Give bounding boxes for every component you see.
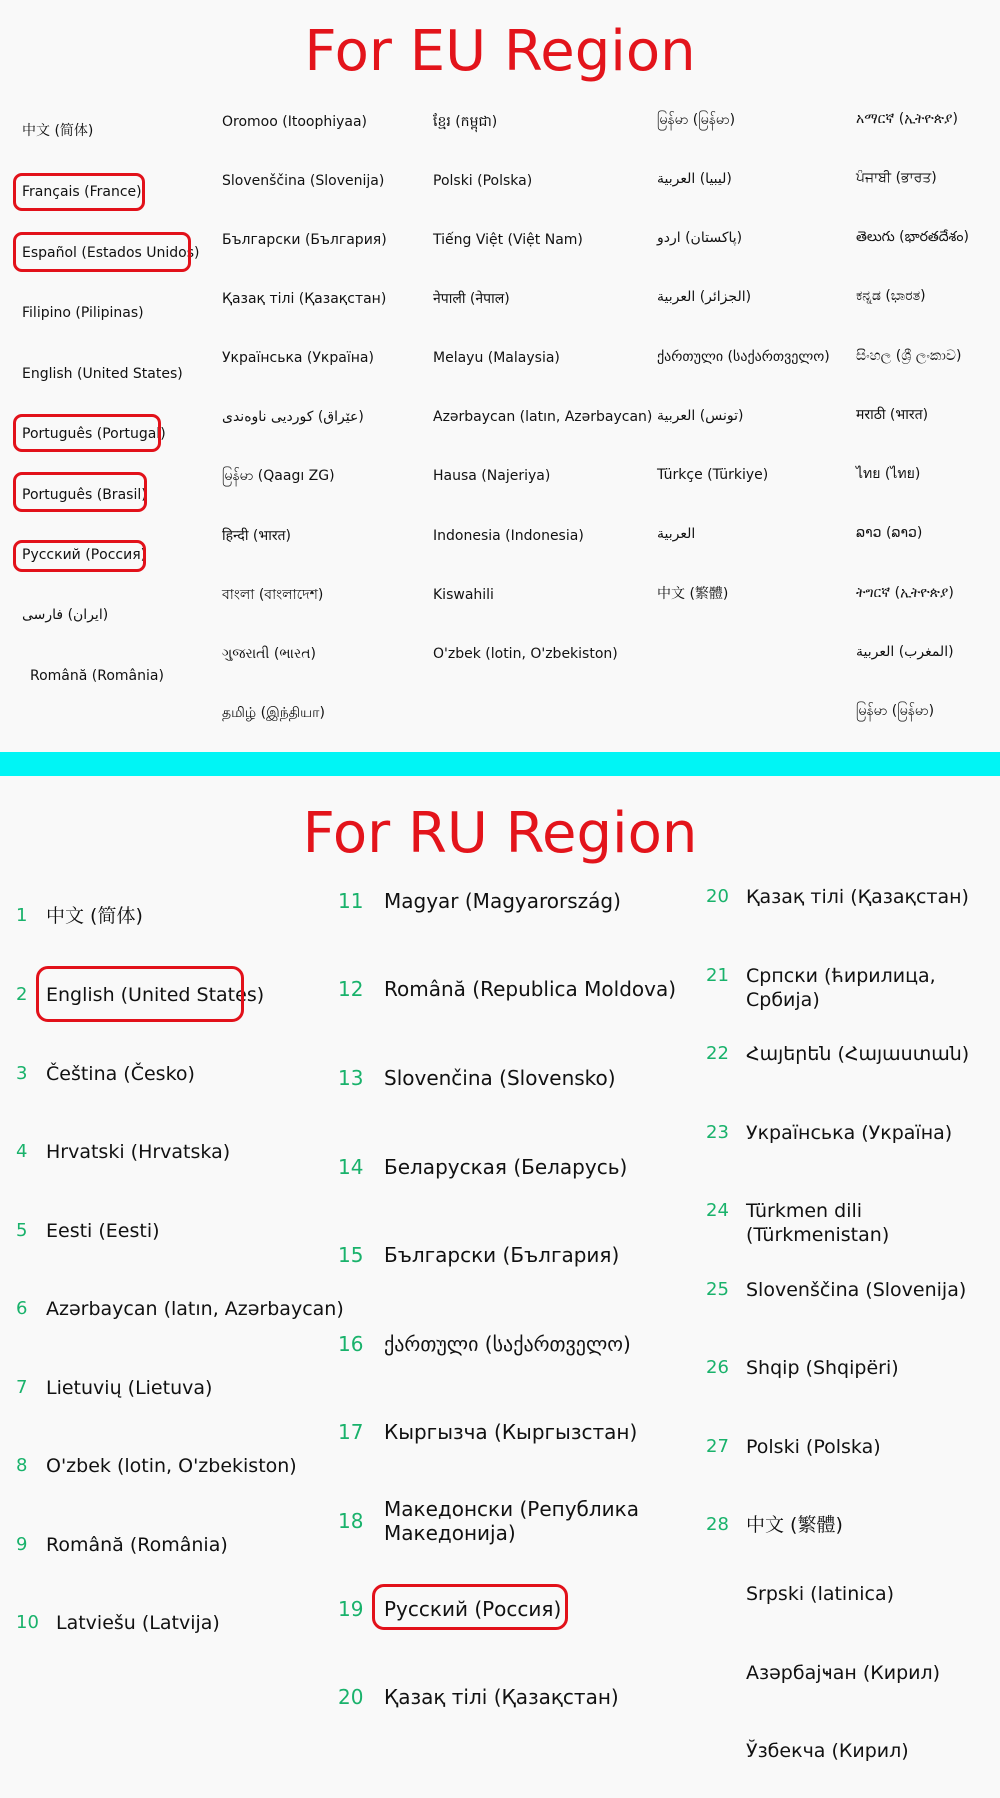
language-option-ro-ro[interactable]: Română (România) <box>30 668 164 684</box>
language-option-ar-tn[interactable]: (تونس) العربية <box>657 408 744 424</box>
language-option-te-in[interactable]: తెలుగు (భారతదేశం) <box>856 229 969 245</box>
language-option-ar-ly[interactable]: (ليبيا) العربية <box>657 171 732 187</box>
item-number: 4 <box>16 1141 28 1162</box>
language-option-fa-ir[interactable]: (ایران) فارسی <box>22 607 109 623</box>
item-number: 16 <box>338 1332 364 1356</box>
language-option-sw[interactable]: Kiswahili <box>433 587 494 603</box>
item-label: Čeština (Česko) <box>46 1063 195 1085</box>
language-option-ru-ru[interactable]: Русский (Россия) <box>22 547 147 563</box>
item-number: 26 <box>706 1357 729 1378</box>
language-option-om-et[interactable]: Oromoo (Itoophiyaa) <box>222 114 368 130</box>
item-label: Հայերեն (Հայաստան) <box>746 1043 970 1065</box>
language-option-es-us[interactable]: Español (Estados Unidos) <box>22 245 200 261</box>
item-number: 20 <box>706 886 729 907</box>
item-number: 6 <box>16 1298 28 1319</box>
item-label: Azərbaycan (latın, Azərbaycan) <box>46 1298 344 1320</box>
item-number: 5 <box>16 1220 28 1241</box>
language-option-en-us[interactable]: English (United States) <box>22 366 183 382</box>
item-label: Српски (ћирилица, Србија) <box>746 965 936 1011</box>
language-option-fr-fr[interactable]: Français (France) <box>22 184 142 200</box>
item-number: 13 <box>338 1066 364 1090</box>
item-number: 22 <box>706 1043 729 1064</box>
language-option-ta-in[interactable]: தமிழ் (இந்தியா) <box>222 705 325 721</box>
item-number: 12 <box>338 977 364 1001</box>
language-option-uk-ua[interactable]: Українська (Україна) <box>222 350 374 366</box>
item-label: Ўзбекча (Кирил) <box>746 1740 909 1762</box>
language-option-ar-ma[interactable]: (المغرب) العربية <box>856 644 954 660</box>
language-option-kk-kz[interactable]: Қазақ тілі (Қазақстан) <box>222 291 387 307</box>
item-label: ქართული (საქართველო) <box>384 1332 631 1356</box>
item-label: Қазақ тілі (Қазақстан) <box>384 1685 619 1709</box>
item-number: 23 <box>706 1122 729 1143</box>
language-option-ckb-iq[interactable]: (عێراق) کوردیی ناوەندی <box>222 409 364 425</box>
language-option-vi-vn[interactable]: Tiếng Việt (Việt Nam) <box>433 232 583 248</box>
language-option-am-et[interactable]: አማርኛ (ኢትዮጵያ) <box>856 111 958 127</box>
item-label: Українська (Україна) <box>746 1122 953 1144</box>
language-option-ha-ng[interactable]: Hausa (Najeriya) <box>433 468 551 484</box>
item-number: 20 <box>338 1685 364 1709</box>
language-option-ur-pk[interactable]: (پاکستان) اردو <box>657 230 743 246</box>
item-label: Polski (Polska) <box>746 1436 881 1458</box>
language-option-lo-la[interactable]: ລາວ (ລາວ) <box>856 525 923 541</box>
item-label: Română (Republica Moldova) <box>384 977 677 1001</box>
item-label: Magyar (Magyarország) <box>384 889 621 913</box>
item-number: 3 <box>16 1063 28 1084</box>
item-number: 8 <box>16 1455 28 1476</box>
item-number: 27 <box>706 1436 729 1457</box>
item-number: 7 <box>16 1377 28 1398</box>
language-option-si-lk[interactable]: සිංහල (ශ්‍රී ලංකාව) <box>856 348 962 364</box>
item-label: Қазақ тілі (Қазақстан) <box>746 886 969 908</box>
item-number: 14 <box>338 1155 364 1179</box>
item-label: Кыргызча (Кыргызстан) <box>384 1420 638 1444</box>
item-label: 中文 (繁體) <box>746 1514 843 1536</box>
item-label: Hrvatski (Hrvatska) <box>46 1141 231 1163</box>
language-option-sl-si[interactable]: Slovenščina (Slovenija) <box>222 173 385 189</box>
language-option-uz-latn[interactable]: O'zbek (lotin, O'zbekiston) <box>433 646 618 662</box>
item-label: Русский (Россия) <box>384 1597 562 1621</box>
language-option-mr-in[interactable]: मराठी (भारत) <box>856 407 929 423</box>
eu-region-title: For EU Region <box>304 19 696 84</box>
item-number: 18 <box>338 1509 364 1533</box>
item-number: 19 <box>338 1597 364 1621</box>
item-number: 1 <box>16 905 28 926</box>
language-option-pa-in[interactable]: ਪੰਜਾਬੀ (ਭਾਰਤ) <box>856 170 937 186</box>
item-label: Slovenščina (Slovenija) <box>746 1279 967 1301</box>
item-number: 21 <box>706 965 729 986</box>
item-label: Беларуская (Беларусь) <box>384 1155 628 1179</box>
item-number: 10 <box>16 1612 39 1633</box>
item-label: Slovenčina (Slovensko) <box>384 1066 616 1090</box>
language-option-ar-dz[interactable]: (الجزائر) العربية <box>657 289 752 305</box>
language-option-az-latn[interactable]: Azərbaycan (latın, Azərbaycan) <box>433 409 653 425</box>
language-option-my-mm[interactable]: မြန်မာ (မြန်မာ) <box>657 112 736 128</box>
language-option-fil-ph[interactable]: Filipino (Pilipinas) <box>22 305 144 321</box>
item-number: 24 <box>706 1200 729 1221</box>
item-label: Shqip (Shqipëri) <box>746 1357 899 1379</box>
language-option-zh-hans[interactable]: 中文 (简体) <box>22 123 94 139</box>
item-label: Română (România) <box>46 1534 228 1556</box>
language-option-ms-my[interactable]: Melayu (Malaysia) <box>433 350 560 366</box>
item-label: English (United States) <box>46 984 265 1006</box>
language-option-tr-tr[interactable]: Türkçe (Türkiye) <box>657 467 769 483</box>
language-option-bn-bd[interactable]: বাংলা (বাংলাদেশ) <box>222 587 324 603</box>
language-option-hi-in[interactable]: हिन्दी (भारत) <box>222 528 291 544</box>
language-option-ti-et[interactable]: ትግርኛ (ኢትዮጵያ) <box>856 585 954 601</box>
language-option-pt-pt[interactable]: Português (Portugal) <box>22 426 166 442</box>
item-number: 9 <box>16 1534 28 1555</box>
language-option-km-kh[interactable]: ខ្មែរ (កម្ពុជា) <box>433 114 498 130</box>
item-number: 15 <box>338 1243 364 1267</box>
item-number: 11 <box>338 889 364 913</box>
language-option-zh-hant[interactable]: 中文 (繁體) <box>657 586 729 602</box>
language-option-pl-pl[interactable]: Polski (Polska) <box>433 173 533 189</box>
language-option-ne-np[interactable]: नेपाली (नेपाल) <box>433 291 510 307</box>
language-option-my-zg[interactable]: မြန်မာ (Qaagı ZG) <box>222 468 335 484</box>
language-option-kn-in[interactable]: ಕನ್ನಡ (ಭಾರತ) <box>856 288 926 304</box>
language-option-bg-bg[interactable]: Български (България) <box>222 232 387 248</box>
item-label: Srpski (latinica) <box>746 1583 895 1605</box>
item-number: 2 <box>16 984 28 1005</box>
item-label: Türkmen dili (Türkmenistan) <box>746 1200 890 1246</box>
item-number: 17 <box>338 1420 364 1444</box>
item-label: 中文 (简体) <box>46 905 143 927</box>
item-number: 28 <box>706 1514 729 1535</box>
item-label: Latviešu (Latvija) <box>56 1612 220 1634</box>
item-label: Eesti (Eesti) <box>46 1220 160 1242</box>
item-label: Македонски (Република Македонија) <box>384 1497 639 1545</box>
language-option-pt-br[interactable]: Português (Brasil) <box>22 487 147 503</box>
language-option-th-th[interactable]: ไทย (ไทย) <box>856 466 921 482</box>
section-divider <box>0 752 1000 776</box>
item-label: Азәрбајҹан (Кирил) <box>746 1662 941 1684</box>
language-option-my-mm-2[interactable]: မြန်မာ (မြန်မာ) <box>856 703 935 719</box>
language-option-id-id[interactable]: Indonesia (Indonesia) <box>433 528 584 544</box>
item-label: Български (България) <box>384 1243 620 1267</box>
item-number: 25 <box>706 1279 729 1300</box>
language-option-gu-in[interactable]: ગુજરાતી (ભારત) <box>222 646 316 662</box>
language-option-ka-ge[interactable]: ქართული (საქართველო) <box>657 349 830 365</box>
language-option-ar[interactable]: العربية <box>657 526 696 542</box>
item-label: O'zbek (lotin, O'zbekiston) <box>46 1455 297 1477</box>
item-label: Lietuvių (Lietuva) <box>46 1377 213 1399</box>
ru-region-title: For RU Region <box>302 801 698 866</box>
